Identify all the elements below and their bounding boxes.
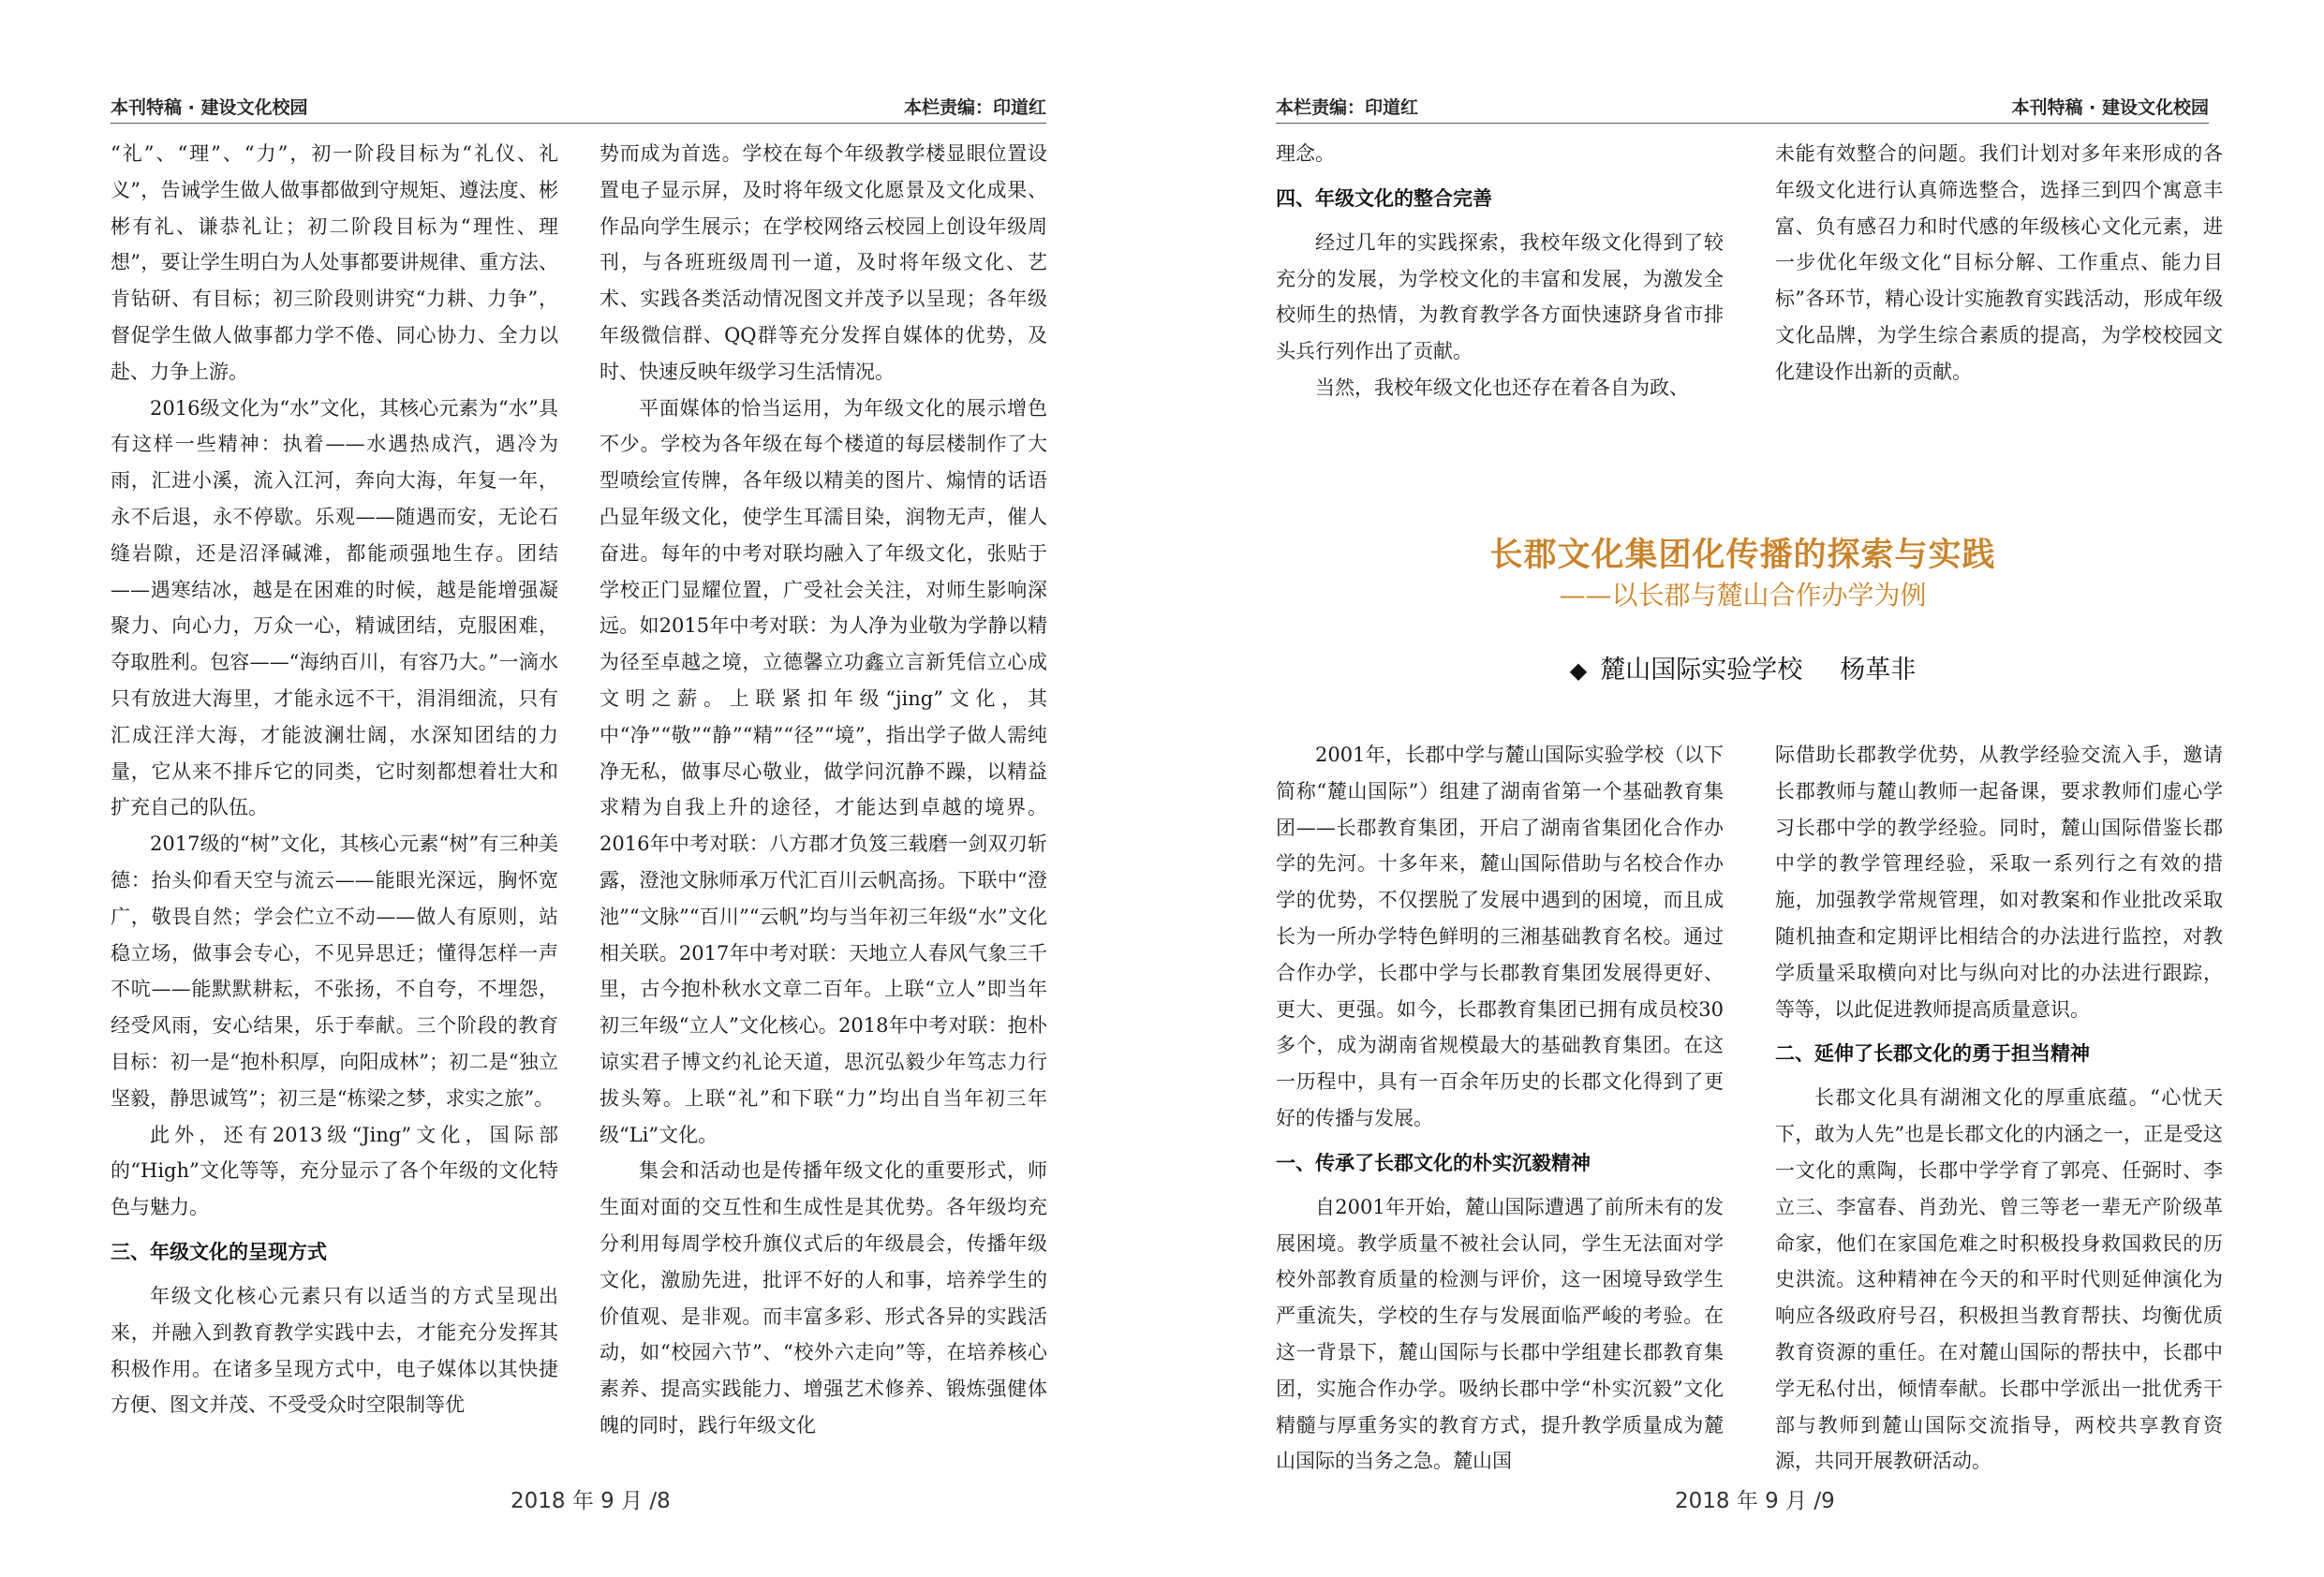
- section-heading: 三、年级文化的呈现方式: [111, 1240, 327, 1263]
- paragraph: 理念。: [1276, 142, 1335, 165]
- diamond-bullet-icon: ◆: [1569, 657, 1588, 684]
- page-folio: 2018 年 9 月 /9: [1675, 1489, 1835, 1513]
- paragraph: 2001年，长郡中学与麓山国际实验学校（以下简称“麓山国际”）组建了湖南省第一个基础教育集团——长郡教育集团，开启了湖南省集团化合作办学的先河。十多年来，麓山国际借助与名校合作办学的优势，不仅摆脱了发展中遇到的困境，而且成长为一所办学特色鲜明的三湘基础教育名校。通过合作办学，长郡中学与长郡教育集团发展得更好、更大、更强。如今，长郡教育集团已拥有成员校30多个，成为湖南省规模最大的基础教育集团。在这一历程中，具有一百余年历史的长郡文化得到了更好的传播与发展。: [1276, 744, 1724, 1129]
- running-header-right: 本刊特稿 · 建设文化校园: [2011, 97, 2209, 118]
- left-column-1: [111, 136, 558, 1423]
- article-title: 长郡文化集团化传播的探索与实践: [1489, 536, 1996, 574]
- paragraph: 经过几年的实践探索，我校年级文化得到了较充分的发展，为学校文化的丰富和发展，为激发全校师生的热情，为教育教学各方面快速跻身省市排头兵行列作出了贡献。: [1276, 230, 1724, 363]
- left-column-2: [600, 136, 1047, 1444]
- running-header-left: 本刊特稿 · 建设文化校园: [111, 97, 308, 118]
- paragraph: 际借助长郡教学优势，从教学经验交流入手，邀请长郡教师与麓山教师一起备课，要求教师们虚心学习长郡中学的教学经验。同时，麓山国际借鉴长郡中学的教学管理经验，采取一系列行之有效的措施，加强教学常规管理，如对教案和作业批改采取随机抽查和定期评比相结合的办法进行监控，对教学质量采取横向对比与纵向对比的办法进行跟踪，等等，以此促进教师提高质量意识。: [1775, 744, 2223, 1021]
- paragraph: “礼”、“理”、“力”，初一阶段目标为“礼仪、礼义”，告诫学生做人做事都做到守规矩、遵法度、彬彬有礼、谦恭礼让；初二阶段目标为“理性、理想”，要让学生明白为人处事都要讲规律、重方法、肯钻研、有目标；初三阶段则讲究“力耕、力争”，督促学生做人做事都力学不倦、同心协力、全力以赴、力争上游。: [111, 142, 558, 383]
- section-heading: 二、延伸了长郡文化的勇于担当精神: [1775, 1042, 2090, 1066]
- running-header-editor: 本栏责编：印道红: [903, 97, 1046, 118]
- article-subtitle: ——以长郡与麓山合作办学为例: [1559, 580, 1927, 611]
- section-heading: 一、传承了长郡文化的朴实沉毅精神: [1276, 1151, 1591, 1174]
- paragraph: 未能有效整合的问题。我们计划对多年来形成的各年级文化进行认真筛选整合，选择三到四个寓意丰富、负有感召力和时代感的年级核心文化元素，进一步优化年级文化“目标分解、工作重点、能力目标”各环节，精心设计实施教育实践活动，形成年级文化品牌，为学生综合素质的提高，为学校校园文化建设作出新的贡献。: [1775, 142, 2223, 383]
- right-bottom-column-2: [1775, 737, 2223, 1480]
- paragraph: 长郡文化具有湖湘文化的厚重底蕴。“心忧天下，敢为人先”也是长郡文化的内涵之一，正是受这一文化的熏陶，长郡中学学育了郭亮、任弼时、李立三、李富春、肖劲光、曾三等老一辈无产阶级革命家，他们在家国危难之时积极投身救国救民的历史洪流。这种精神在今天的和平时代则延伸演化为响应各级政府号召，积极担当教育帮扶、均衡优质教育资源的重任。在对麓山国际的帮扶中，长郡中学无私付出，倾情奉献。长郡中学派出一批优秀干部与教师到麓山国际交流指导，两校共享教育资源，共同开展教研活动。: [1775, 1086, 2223, 1473]
- paragraph: 当然，我校年级文化也还存在着各自为政、: [1315, 376, 1689, 399]
- byline-author: 杨革非: [1840, 656, 1917, 685]
- section-heading: 四、年级文化的整合完善: [1276, 186, 1492, 210]
- byline-school: 麓山国际实验学校: [1600, 656, 1803, 685]
- paragraph: 势而成为首选。学校在每个年级教学楼显眼位置设置电子显示屏，及时将年级文化愿景及文化成果、作品向学生展示；在学校网络云校园上创设年级周刊，与各班班级周刊一道，及时将年级文化、艺术、实践各类活动情况图文并茂予以呈现；各年级年级微信群、QQ群等充分发挥自媒体的优势，及时、快速反映年级学习生活情况。: [600, 142, 1047, 383]
- right-page: [1162, 0, 2324, 1577]
- right-top-column-2: [1775, 136, 2223, 391]
- paragraph: 此外，还有2013级“Jing”文化，国际部的“High”文化等等，充分显示了各个年级的文化特色与魅力。: [111, 1123, 558, 1219]
- paragraph: 平面媒体的恰当运用，为年级文化的展示增色不少。学校为各年级在每个楼道的每层楼制作了大型喷绘宣传牌，各年级以精美的图片、煽情的话语凸显年级文化，使学生耳濡目染，润物无声，催人奋进。每年的中考对联均融入了年级文化，张贴于学校正门显耀位置，广受社会关注，对师生影响深远。如2015年中考对联：为人净为业敬为学静以精为径至卓越之境，立德馨立功鑫立言新凭信立心成文明之薪。上联紧扣年级“jing”文化，其中“净”“敬”“静”“精”“径”“境”，指出学子做人需纯净无私，做事尽心敬业，做学问沉静不躁，以精益求精为自我上升的途径，才能达到卓越的境界。2016年中考对联：八方郡才负笈三载磨一剑双刃斩露，澄池文脉师承万代汇百川云帆高扬。下联中“澄池”“文脉”“百川”“云帆”均与当年初三年级“水”文化相关联。2017年中考对联：天地立人春风气象三千里，古今抱朴秋水文章二百年。上联“立人”即当年初三年级“立人”文化核心。2018年中考对联：抱朴谅实君子博文约礼论天道，思沉弘毅少年笃志力行拔头筹。上联“礼”和下联“力”均出自当年初三年级“Li”文化。: [600, 396, 1047, 1146]
- header-rule: [111, 123, 1046, 124]
- header-rule: [1276, 123, 2209, 124]
- page-folio: 2018 年 9 月 /8: [511, 1489, 671, 1513]
- running-header-editor: 本栏责编：印道红: [1276, 97, 1419, 118]
- paragraph: 年级文化核心元素只有以适当的方式呈现出来，并融入到教育教学实践中去，才能充分发挥其积极作用。在诸多呈现方式中，电子媒体以其快捷方便、图文并茂、不受受众时空限制等优: [111, 1284, 558, 1417]
- right-top-column-1: [1276, 136, 1724, 406]
- paragraph: 2017级的“树”文化，其核心元素“树”有三种美德：抬头仰看天空与流云——能眼光深远，胸怀宽广，敬畏自然；学会伫立不动——做人有原则，站稳立场，做事会专心，不见异思迁；懂得怎样一声不吭——能默默耕耘，不张扬，不自夸，不埋怨，经受风雨，安心结果，乐于奉献。三个阶段的教育目标：初一是“抱朴积厚，向阳成林”；初二是“独立坚毅，静思诚笃”；初三是“栋梁之梦，求实之旅”。: [111, 833, 558, 1110]
- article-byline: [1162, 649, 2324, 685]
- right-bottom-column-1: [1276, 737, 1724, 1480]
- paragraph: 集会和活动也是传播年级文化的重要形式，师生面对面的交互性和生成性是其优势。各年级均充分利用每周学校升旗仪式后的年级晨会，传播年级文化，激励先进，批评不好的人和事，培养学生的价值观、是非观。而丰富多彩、形式各异的实践活动，如“校园六节”、“校外六走向”等，在培养核心素养、提高实践能力、增强艺术修养、锻炼强健体魄的同时，践行年级文化: [600, 1159, 1047, 1437]
- paragraph: 2016级文化为“水”文化，其核心元素为“水”具有这样一些精神：执着——水遇热成汽，遇冷为雨，汇进小溪，流入江河，奔向大海，年复一年，永不后退，永不停歇。乐观——随遇而安，无论石缝岩隙，还是沼泽碱滩，都能顽强地生存。团结——遇寒结冰，越是在困难的时候，越是能增强凝聚力、向心力，万众一心，精诚团结，克服困难，夺取胜利。包容——“海纳百川，有容乃大。”一滴水只有放进大海里，才能永远不干，涓涓细流，只有汇成汪洋大海，才能波澜壮阔，水深知团结的力量，它从来不排斥它的同类，它时刻都想着壮大和扩充自己的队伍。: [111, 396, 558, 819]
- paragraph: 自2001年开始，麓山国际遭遇了前所未有的发展困境。教学质量不被社会认同，学生无法面对学校外部教育质量的检测与评价，这一困境导致学生严重流失，学校的生存与发展面临严峻的考验。在这一背景下，麓山国际与长郡中学组建长郡教育集团，实施合作办学。吸纳长郡中学“朴实沉毅”文化精髓与厚重务实的教育方式，提升教学质量成为麓山国际的当务之急。麓山国: [1276, 1195, 1724, 1473]
